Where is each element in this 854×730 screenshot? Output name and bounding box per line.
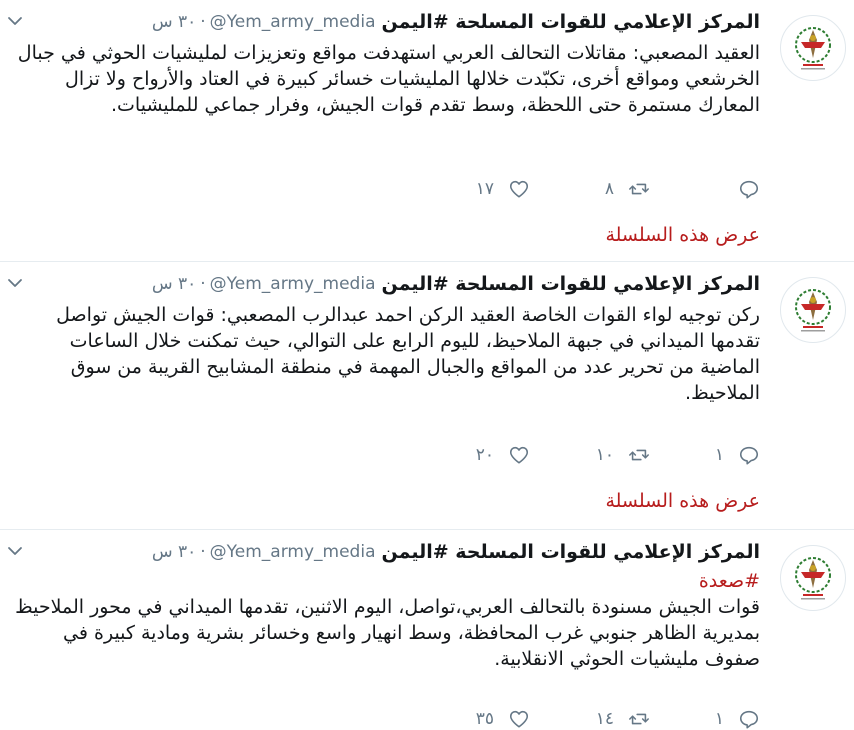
retweet-button[interactable] <box>605 176 650 202</box>
reply-button[interactable] <box>724 176 760 202</box>
retweet-button[interactable] <box>596 706 650 730</box>
tweet-body: قوات الجيش مسنودة بالتحالف العربي،تواصل، اليوم الاثنين، تقدمها الميداني في محور الملاحيظ بمديرية الظاهر جنوبي غرب المحافظة، وسط انهيار واسع وخسائر بشرية ومادية كبيرة في صفوف مليشيات الحوثي الانقلابية. <box>15 596 760 670</box>
heart-icon <box>508 444 530 466</box>
reply-icon <box>738 708 760 730</box>
retweet-icon <box>628 708 650 730</box>
reply-icon <box>738 178 760 200</box>
tweet-actions <box>420 442 760 468</box>
like-button[interactable] <box>476 706 530 730</box>
tweet-header <box>152 538 760 566</box>
chevron-down-icon[interactable] <box>6 12 24 30</box>
author-handle[interactable]: @Yem_army_media <box>209 12 376 32</box>
like-count: ١٧ <box>475 179 494 199</box>
author-name[interactable]: المركز الإعلامي للقوات المسلحة #اليمن <box>381 11 760 33</box>
tweet-text <box>10 568 760 672</box>
hashtag-link[interactable]: #صعدة <box>698 570 760 592</box>
retweet-button[interactable] <box>596 442 650 468</box>
like-count: ٣٥ <box>475 709 494 729</box>
tweet-body: ركن توجيه لواء القوات الخاصة العقيد الركن احمد عبدالرب المصعبي: قوات الجيش تواصل تقدمها الميداني في جبهة الملاحيظ، لليوم الرابع على التوالي، حيث تمكنت خلال الساعات الماضية من تحرير عدد من المواقع والجبال المهمة في منطقة المشابيح القريبة من سوق الملاحيظ. <box>56 304 760 404</box>
author-name[interactable]: المركز الإعلامي للقوات المسلحة #اليمن <box>381 273 760 295</box>
show-thread-link[interactable]: عرض هذه السلسلة <box>605 490 760 512</box>
separator: · <box>200 542 206 562</box>
tweet-body: العقيد المصعبي: مقاتلات التحالف العربي استهدفت مواقع وتعزيزات لمليشيات الحوثي في جبال الخرشعي ومواقع أخرى، تكبّدت خلالها المليشيات خسائر كبيرة في العتاد والأرواح ولا تزال المعارك مستمرة حتى اللحظة، وسط تقدم قوات الجيش، وفرار جماعي للمليشيات. <box>17 42 760 116</box>
separator: · <box>200 12 206 32</box>
heart-icon <box>508 708 530 730</box>
reply-icon <box>738 444 760 466</box>
author-name[interactable]: المركز الإعلامي للقوات المسلحة #اليمن <box>381 541 760 563</box>
author-handle[interactable]: @Yem_army_media <box>209 274 376 294</box>
avatar[interactable] <box>780 277 846 343</box>
separator: · <box>200 274 206 294</box>
retweet-count: ٨ <box>604 179 614 199</box>
reply-button[interactable] <box>715 442 760 468</box>
reply-count: ١ <box>714 445 724 465</box>
chevron-down-icon[interactable] <box>6 274 24 292</box>
retweet-count: ١٠ <box>595 445 614 465</box>
tweet-header <box>152 270 760 298</box>
tweet-actions <box>420 706 760 730</box>
tweet-header <box>152 8 760 36</box>
avatar[interactable] <box>780 15 846 81</box>
reply-button[interactable] <box>715 706 760 730</box>
retweet-count: ١٤ <box>595 709 614 729</box>
timestamp[interactable]: ٣٠ س <box>151 274 197 294</box>
army-emblem-icon <box>781 546 845 610</box>
tweet-text <box>10 302 760 406</box>
timestamp[interactable]: ٣٠ س <box>151 12 197 32</box>
army-emblem-icon <box>781 278 845 342</box>
retweet-icon <box>628 444 650 466</box>
tweet[interactable] <box>0 530 854 730</box>
tweet-text <box>10 40 760 118</box>
army-emblem-icon <box>781 16 845 80</box>
tweet[interactable] <box>0 262 854 530</box>
chevron-down-icon[interactable] <box>6 542 24 560</box>
reply-count: ١ <box>714 709 724 729</box>
avatar[interactable] <box>780 545 846 611</box>
like-button[interactable] <box>476 176 530 202</box>
retweet-icon <box>628 178 650 200</box>
like-button[interactable] <box>476 442 530 468</box>
author-handle[interactable]: @Yem_army_media <box>209 542 376 562</box>
heart-icon <box>508 178 530 200</box>
show-thread-link[interactable]: عرض هذه السلسلة <box>605 224 760 246</box>
tweet[interactable] <box>0 0 854 262</box>
like-count: ٢٠ <box>475 445 494 465</box>
tweet-actions <box>420 176 760 202</box>
timestamp[interactable]: ٣٠ س <box>151 542 197 562</box>
